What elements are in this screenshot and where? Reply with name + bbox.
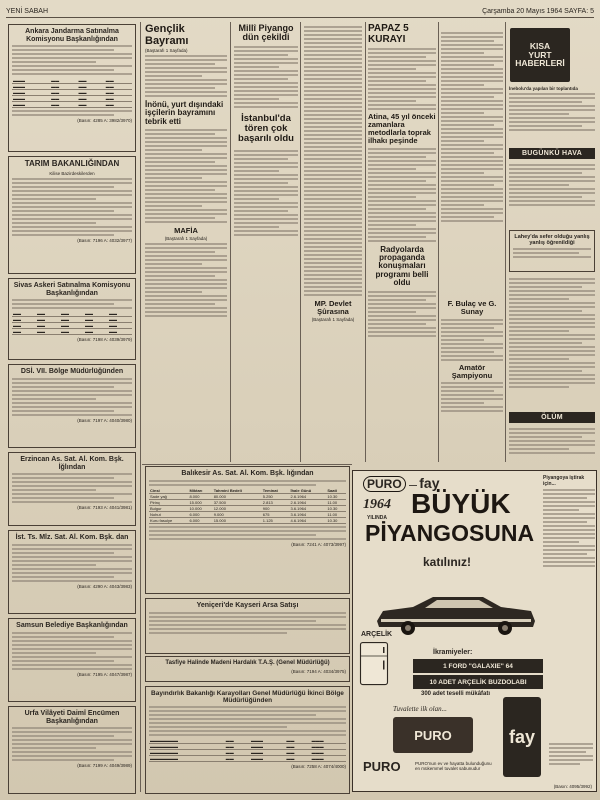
notice-title: Ankara Jandarma Satınalma Komisyonu Başkanlığından — [25, 28, 119, 43]
column-rule — [230, 22, 231, 462]
kisa-line: HABERLERİ — [515, 58, 565, 69]
table-cell: 3.6.1964 — [290, 511, 327, 517]
table-header-cell: Miktarı — [188, 488, 212, 494]
notice-signoff: (Basın: 7197 A: 4040/3980) — [77, 417, 132, 423]
table-cell: 1.125 — [262, 517, 290, 523]
table-cell: 6.000 — [188, 517, 212, 523]
puro-soap-label: PURO — [414, 727, 452, 743]
puro-brand: PURO — [363, 476, 406, 492]
notice-title: Bayındırlık Bakanlığı Karayolları Genel Müdürlüğü İkinci Bölge Müdürlüğünden — [151, 690, 344, 705]
table-cell: 4.6.1964 — [290, 517, 327, 523]
notice-signoff: (Basın: 7198 A: 4039/3979) — [77, 337, 132, 343]
table-cell: 9.000 — [213, 511, 262, 517]
kisa-haberler-text — [509, 86, 595, 146]
ad-header: PURO — fay — [363, 475, 439, 491]
headline-istanbul: İstanbul'da tören çok başarılı oldu — [238, 112, 294, 144]
notice-signoff: (Basın: 7193 A: 4041/3981) — [77, 505, 132, 511]
notice-signoff: (Basın: 4290 A: 4043/3983) — [77, 583, 132, 589]
table-header-cell: Teminat — [262, 488, 290, 494]
column-rule — [140, 22, 141, 792]
table-cell: 2.6.1964 — [290, 493, 327, 499]
column-rule — [300, 22, 301, 462]
refrigerator-illustration — [359, 641, 389, 686]
notice-jandarma — [8, 24, 136, 152]
olum-band: ÖLÜM — [509, 412, 595, 423]
table-cell: 15.000 — [213, 517, 262, 523]
table-cell: 6.000 — [188, 511, 212, 517]
notice-title: Erzincan As. Sat. Al. Kom. Bşk. İğlından — [20, 456, 124, 471]
notice-title: İst. Ts. Mlz. Sat. Al. Kom. Bşk. dan — [15, 534, 129, 541]
notice-urfa — [8, 706, 136, 794]
headline-radyo: Radyolarda propaganda konuşmaları programı belli oldu — [375, 244, 429, 288]
ad-side-title: Piyangoya iştirak için... — [543, 475, 585, 487]
notice-title: DSİ. VII. Bölge Müdürlüğünden — [20, 368, 124, 375]
table-cell: Nohut — [149, 511, 188, 517]
notice-title: Yeniçeri'de Kayseri Arsa Satışı — [196, 602, 299, 609]
table-cell: 12.000 — [213, 505, 262, 511]
prize-car-band: 1 FORD "GALAXIE" 64 — [413, 659, 543, 673]
byline: (Baştarafı 1 Sayfada) — [145, 48, 188, 54]
headline-piyango: Millî Piyango dün çekildi — [238, 24, 294, 43]
table-header-cell: Tahmini Bedeli — [213, 488, 262, 494]
ikramiye-label: İkramiyeler: — [433, 649, 473, 656]
table-cell: 675 — [262, 511, 290, 517]
byline: (Baştarafı 1 Sayfada) — [164, 235, 208, 241]
notice-tasfiye — [145, 656, 350, 682]
ad-side-text — [543, 475, 595, 595]
fay-detergent-box — [503, 697, 541, 777]
prize-teselli: 300 adet teselli mükâfatı — [421, 691, 491, 697]
notice-title: Urfa Vilâyeti Daimî Encümen Başkanlığından — [24, 710, 120, 725]
notice-signoff: (Basın: 7194 A: 4034/3975) — [291, 668, 346, 674]
notice-dsi — [8, 364, 136, 448]
notice-kayseri — [145, 598, 350, 654]
notice-tarim — [8, 156, 136, 274]
ad-headline-buyuk: BÜYÜK — [411, 488, 511, 519]
notice-title: Tasfiye Halinde Madeni Hardalık T.A.Ş. (Genel Müdürlüğü) — [165, 660, 330, 666]
table-cell: 11.00 — [326, 499, 346, 505]
article-papaz — [368, 24, 436, 464]
notice-table: ▬▬ ▬▬ ▬▬ ▬▬ ▬▬ ▬▬ ▬▬ ▬▬ ▬▬ ▬▬ ▬▬ ▬▬ ▬▬ ▬▬ ▬▬ ▬▬ ▬▬ ▬▬ ▬▬ ▬▬ — [12, 311, 132, 335]
headline-bulac: F. Bulaç ve G. Sunay — [447, 300, 497, 317]
column-rule — [505, 22, 506, 462]
ford-galaxie-car-illustration — [373, 591, 538, 637]
masthead-left: YENİ SABAH — [6, 8, 49, 15]
article-papaz-cont — [441, 30, 503, 295]
notice-samsun — [8, 618, 136, 702]
notice-title: Balıkesir As. Sat. Al. Kom. Bşk. lığından — [181, 470, 314, 477]
notice-signoff: (Basın: 7258 A: 4074/4000) — [291, 764, 346, 770]
arcelik-label: ARÇELİK — [361, 631, 393, 638]
notice-title: TARIM BAKANLIĞINDAN — [24, 159, 120, 168]
headline-inonu: İnönü, yurt dışındaki işçilerin bayramını tebrik etti — [145, 100, 224, 126]
masthead-right: Çarşamba 20 Mayıs 1964 SAYFA: 5 — [482, 8, 594, 15]
notice-signoff: (Basın: 7241 A: 4073/3997) — [291, 541, 346, 547]
balikesir-table — [149, 488, 346, 524]
table-cell: 10.000 — [188, 505, 212, 511]
table-header-cell: Saati — [326, 488, 346, 494]
notice-signoff: (Basın: 7199 A: 4049/3989) — [77, 763, 132, 769]
notice-balikesir — [145, 466, 350, 594]
article-bir-toren — [441, 420, 503, 468]
bayindirlik-table: ▬▬▬▬▬▬▬ ▬▬ ▬▬▬ ▬▬ ▬▬▬ ▬▬▬▬▬▬▬ ▬▬ ▬▬▬ ▬▬ ▬▬▬ ▬▬▬▬▬▬▬ ▬▬ ▬▬▬ ▬▬ ▬▬▬ ▬▬▬▬▬▬▬ ▬▬ ▬▬▬ ▬▬ ▬▬▬ — [149, 738, 346, 762]
byline: (Baştarafı 1 Sayfada) — [311, 316, 355, 322]
article-piyango — [234, 24, 298, 464]
table-row — [149, 517, 346, 523]
section-rule — [142, 464, 352, 465]
notice-table: ▬▬▬ ▬▬ ▬▬ ▬▬ ▬▬▬ ▬▬ ▬▬ ▬▬ ▬▬▬ ▬▬ ▬▬ ▬▬ ▬▬▬ ▬▬ ▬▬ ▬▬ ▬▬▬ ▬▬ ▬▬ ▬▬ — [12, 78, 132, 108]
fay-detergent-label: fay — [508, 726, 535, 747]
notice-sivas — [8, 278, 136, 360]
table-cell: 3.6.1964 — [290, 505, 327, 511]
kisa-sub: İnebolu'da yapılan bir toplantıda — [509, 86, 578, 91]
olum-text — [509, 426, 595, 466]
table-cell: 8.000 — [188, 493, 212, 499]
tuvalet-label: Tuvalette ilk olan... — [393, 705, 447, 713]
column-rule — [438, 22, 439, 462]
table-header-cell: Cinsi — [149, 488, 188, 494]
notice-signoff: (Basın: 7196 A: 4032/3977) — [77, 237, 132, 243]
table-cell: 10.30 — [326, 517, 346, 523]
piyango-numbers — [304, 24, 362, 324]
table-cell: 10.30 — [326, 493, 346, 499]
puro-soap-box — [393, 717, 473, 753]
notice-title: Sivas Askeri Satınalma Komisyonu Başkanlığından — [13, 282, 131, 297]
puro-fay-advertisement — [352, 470, 597, 792]
article-genclik — [145, 24, 227, 464]
kisa-yurt-haberleri-box — [510, 28, 570, 82]
table-cell: Pirinç — [149, 499, 188, 505]
fay-brand: fay — [419, 475, 440, 491]
lahey-box — [509, 230, 595, 272]
ad-katilin: katılınız! — [423, 555, 472, 569]
notice-istanbul — [8, 530, 136, 614]
col5-text — [509, 276, 595, 416]
table-cell: 900 — [262, 505, 290, 511]
headline-mp-devlet: MP. Devlet Şûrasına — [314, 299, 352, 317]
ad-year-suffix: YILINDA — [367, 515, 387, 521]
masthead — [6, 6, 594, 18]
ad-year: 1964 — [363, 497, 391, 512]
prize-fridge-band: 10 ADET ARÇELİK BUZDOLABI — [413, 675, 543, 689]
notice-title: Samsun Belediye Başkanlığından — [16, 622, 128, 629]
notice-signoff: (Basın: 4285 A: 3982/3970) — [77, 118, 132, 124]
table-cell: 37.500 — [213, 499, 262, 505]
bugunku-hava-band: BUGÜNKÜ HAVA — [509, 148, 595, 159]
hava-text — [509, 162, 595, 224]
ad-bottom-note: PURO'nun ev ve hayatta bulunduğunu en mükemmel tuvalet sabunudur — [415, 761, 492, 772]
puro-bottom-logo: PURO — [363, 759, 401, 774]
notice-signoff: (Basın: 7195 A: 4047/3987) — [77, 671, 132, 677]
kisa-line: KISA — [529, 40, 551, 51]
notice-bayindirlik — [145, 686, 350, 794]
ad-signoff: (Basın: 4095/3992) — [553, 784, 592, 789]
column-rule — [365, 22, 366, 462]
headline-amator: Amatör Şampiyonu — [451, 362, 493, 380]
table-cell: 2.813 — [262, 499, 290, 505]
table-header-cell: İhale Günü — [290, 488, 327, 494]
ad-headline-piyangosuna: PİYANGOSUNA — [365, 520, 535, 546]
table-cell: 10.30 — [326, 505, 346, 511]
table-cell: Kuru fasulye — [149, 517, 188, 523]
table-cell: 2.6.1964 — [290, 499, 327, 505]
table-cell: Sade yağ — [149, 493, 188, 499]
table-cell: 80.000 — [213, 493, 262, 499]
headline-mafia: MAFİA — [174, 226, 198, 236]
kisa-line: YURT — [528, 49, 552, 60]
ad-right-note — [549, 741, 593, 767]
notice-erzincan — [8, 452, 136, 526]
headline-atina: Atina, 45 yıl önceki zamanlara metodlarla toprak ilhakı peşinde — [368, 112, 436, 145]
table-cell: 15.000 — [188, 499, 212, 505]
table-cell: 11.00 — [326, 511, 346, 517]
table-cell: Bulgur — [149, 505, 188, 511]
notice-subtitle: Kilise Bazirdeskilerden — [49, 170, 95, 176]
table-cell: 5.250 — [262, 493, 290, 499]
lahey-title: Lahey'da sefer olduğu yanlış yanlış öğrenildiği — [514, 234, 590, 247]
headline-papaz: PAPAZ 5 KURAYI — [368, 24, 409, 45]
headline-genclik: Gençlik Bayramı — [145, 24, 189, 47]
